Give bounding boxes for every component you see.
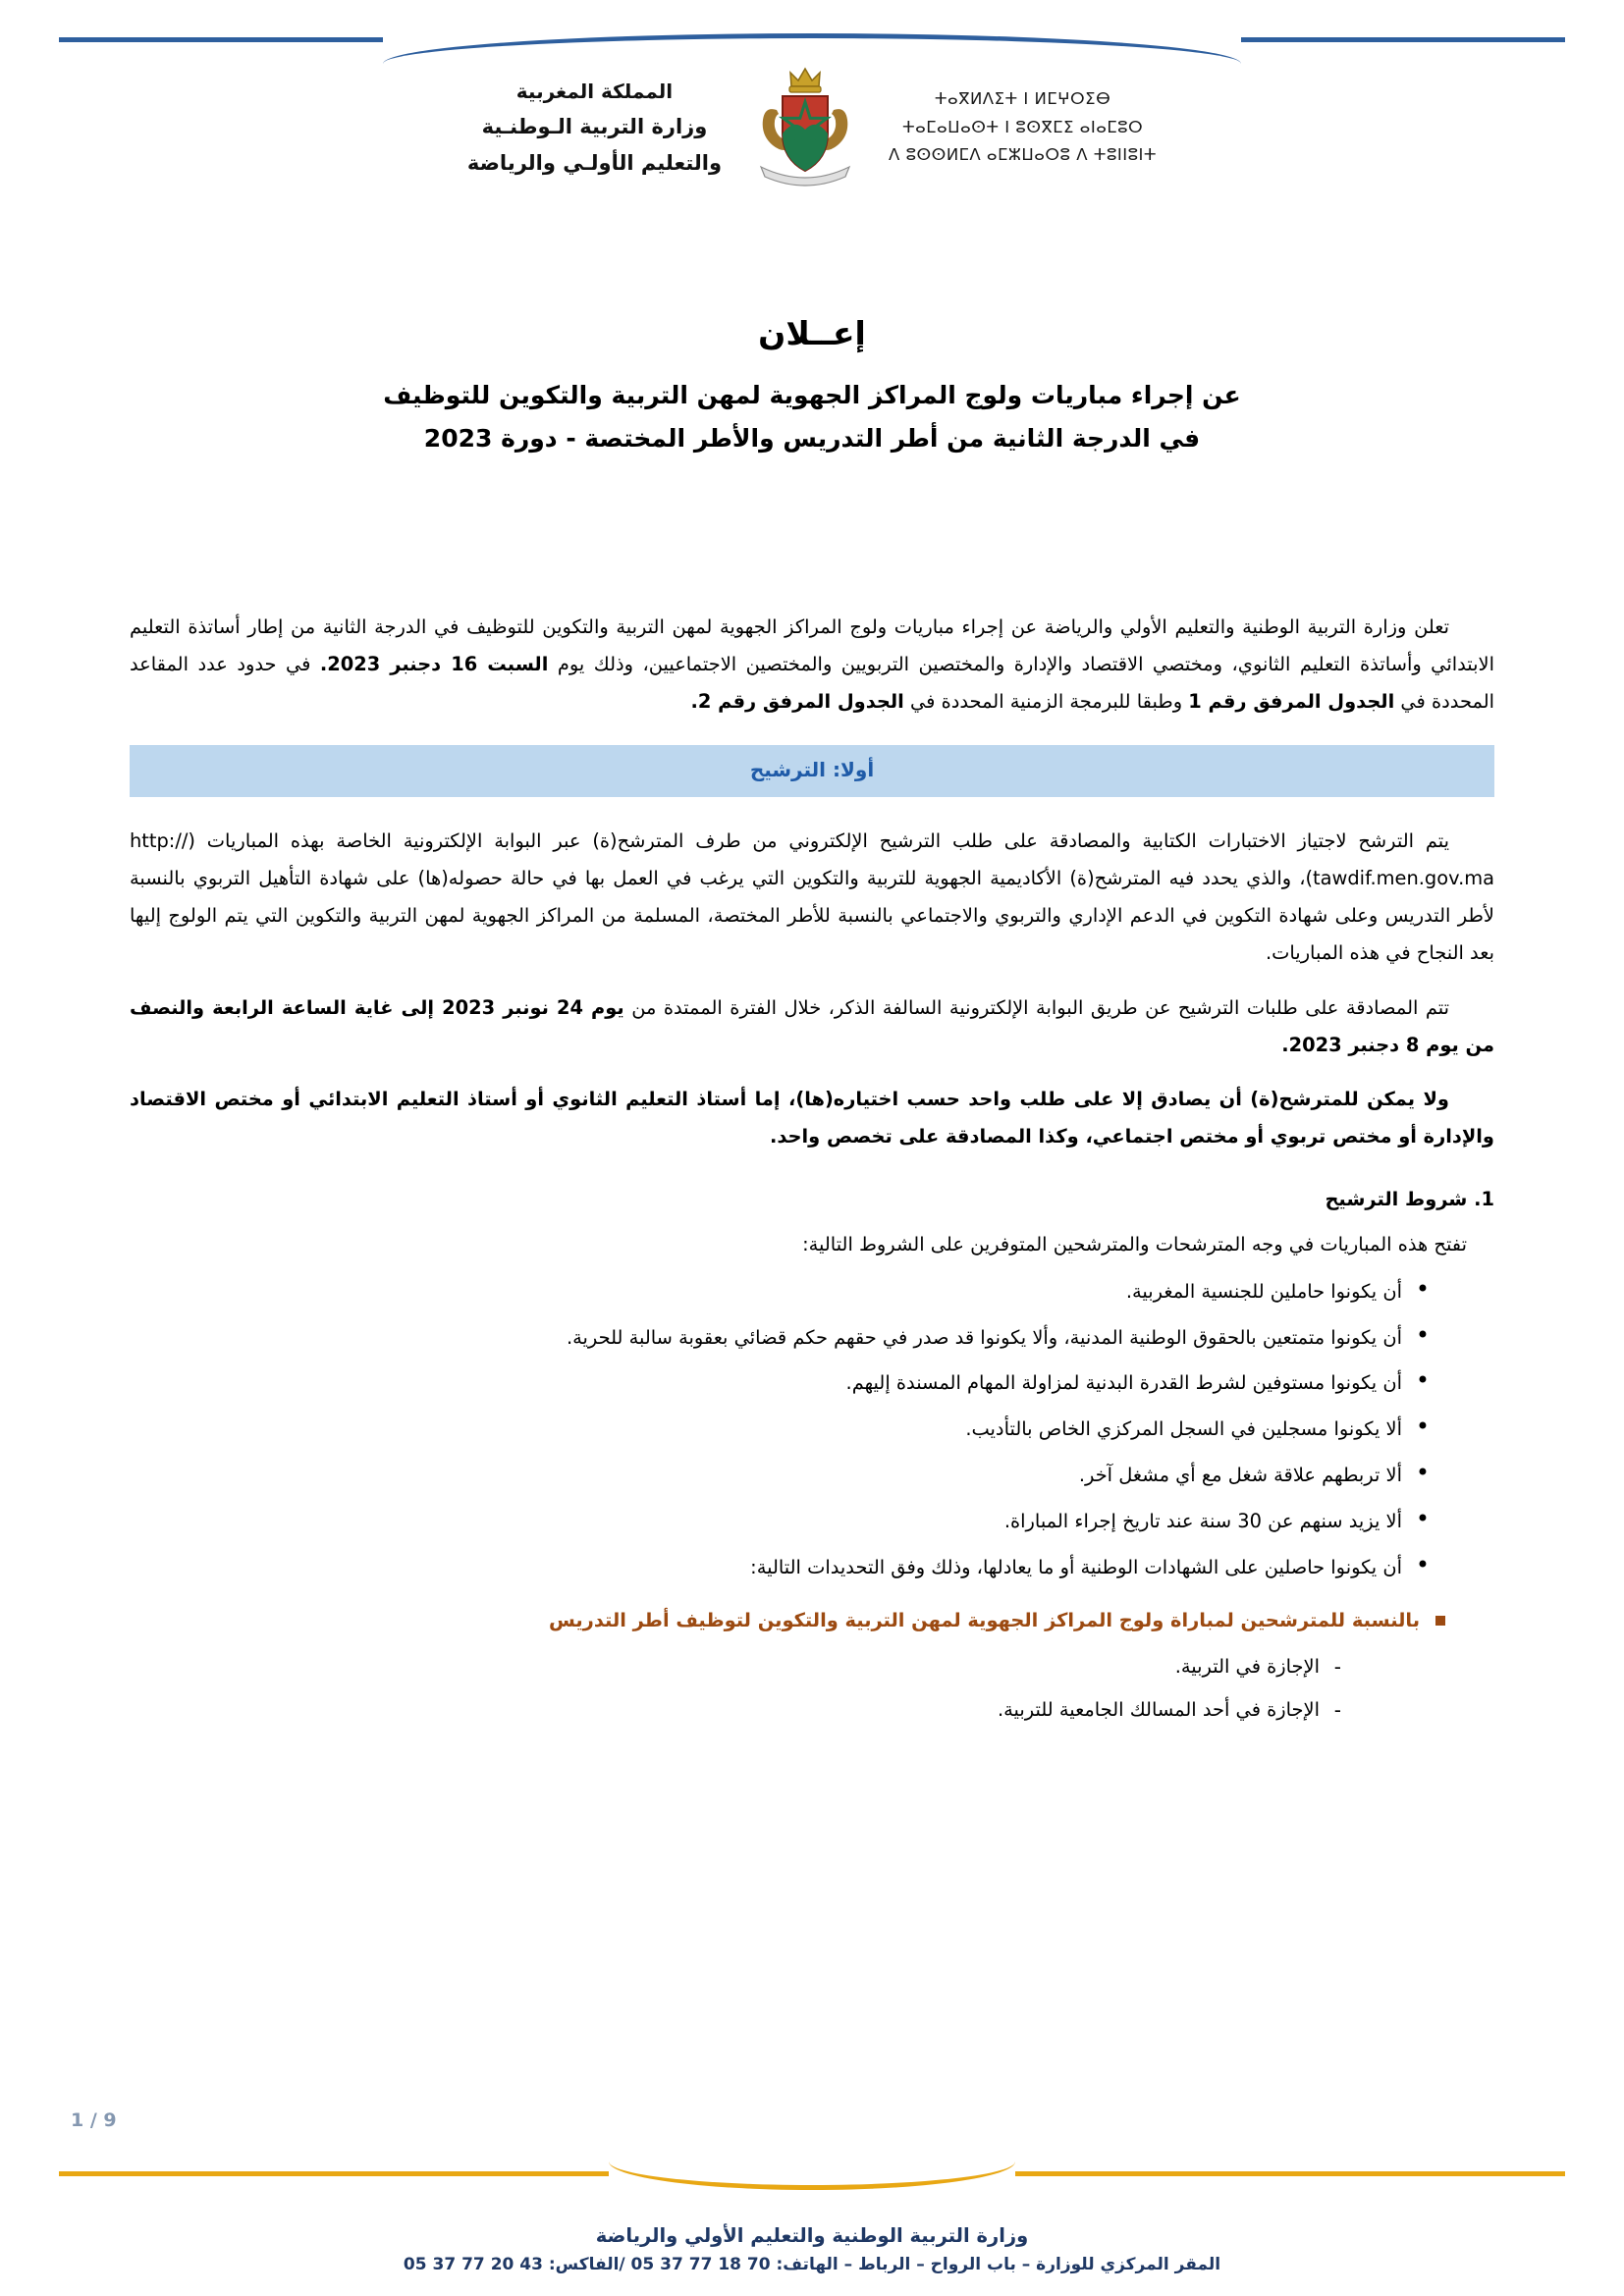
- masthead-tifinagh: [889, 85, 1157, 171]
- list-item: - الإجازة في أحد المسالك الجامعية للتربية.: [130, 1691, 1347, 1729]
- intro-text-2: في حدود عدد المقاعد المحددة في: [130, 652, 1494, 713]
- masthead-arabic-line-3: والتعليم الأولـي والرياضة: [466, 150, 723, 175]
- conditions-heading: 1. شروط الترشيح: [1325, 1188, 1494, 1211]
- list-item: • أن يكونوا مستوفين لشرط القدرة البدنية لمزاولة المهام المسندة إليهم.: [130, 1364, 1432, 1402]
- intro-paragraph: [130, 609, 1494, 720]
- masthead-arabic: [467, 75, 722, 182]
- list-item: • أن يكونوا حاملين للجنسية المغربية.: [130, 1273, 1432, 1310]
- masthead-arabic-line-2: وزارة التربية الـوطنـية: [481, 114, 708, 138]
- intro-bold-date: السبت 16 دجنبر 2023.: [319, 652, 549, 675]
- footer-ministry-name: وزارة التربية الوطنية والتعليم الأولي والرياضة: [595, 2224, 1029, 2247]
- masthead-tifinagh-line-3: ⴷ ⵓⵙⵙⵍⵎⴷ ⴰⵎⵣⵡⴰⵔⵓ ⴷ ⵜⵓⵏⵏⵓⵏⵜ: [889, 145, 1158, 165]
- diploma-list: [130, 1648, 1347, 1729]
- intro-bold-table-2: الجدول المرفق رقم 2.: [690, 689, 904, 713]
- footer-rule-curve: [609, 2162, 1015, 2190]
- paragraph-validation: [130, 989, 1494, 1064]
- subsection-teaching-staff: بالنسبة للمترشحين لمباراة ولوج المراكز الجهوية لمهن التربية والتكوين لتوظيف أطر التدريس: [130, 1602, 1449, 1639]
- document-body: [130, 609, 1494, 1735]
- conditions-lead: تفتح هذه المباريات في وجه المترشحات والمترشحين المتوفرين على الشروط التالية:: [802, 1232, 1467, 1255]
- intro-bold-table-1: الجدول المرفق رقم 1: [1188, 689, 1395, 713]
- masthead-tifinagh-line-1: ⵜⴰⴳⵍⴷⵉⵜ ⵏ ⵍⵎⵖⵔⵉⴱ: [934, 88, 1111, 108]
- morocco-coat-of-arms-icon: [747, 65, 863, 190]
- masthead-arabic-line-1: المملكة المغربية: [515, 79, 674, 103]
- page-footer: [0, 2224, 1624, 2274]
- paragraph-single-application: ولا يمكن للمترشح(ة) أن يصادق إلا على طلب واحد حسب اختياره(ها)، إما أستاذ التعليم الثانوي أو أستاذ التعليم الابتدائي أو مختص الاقتصاد والإدارة أو مختص تربوي أو مختص اجتماعي، وكذا المصادقة على تخصص واحد.: [130, 1088, 1494, 1148]
- masthead-tifinagh-line-2: ⵜⴰⵎⴰⵡⴰⵙⵜ ⵏ ⵓⵙⴳⵎⵉ ⴰⵏⴰⵎⵓⵔ: [901, 117, 1144, 136]
- section-heading-candidacy: أولا: الترشيح: [130, 745, 1494, 797]
- masthead: [0, 54, 1624, 201]
- footer-decorative-rule: [59, 2170, 1565, 2180]
- title-block: [137, 314, 1487, 460]
- footer-rule-left: [59, 2171, 609, 2176]
- header-decorative-rule: [59, 37, 1565, 45]
- header-rule-left: [59, 37, 383, 42]
- paragraph-registration: [130, 823, 1494, 971]
- paragraph-registration-text-2: )، والذي يحدد فيه المترشح(ة) الأكاديمية الجهوية للتربية والتكوين التي يرغب في العمل بها في حالة حصوله(ها) على شهادة التأهيل التربوي بالنسبة لأطر التدريس وعلى شهادة التكوين في الدعم الإداري والتربوي والاجتماعي بالنسبة للأطر المختصة، المسلمة من المراكز الجهوية لمهن التربية والتكوين التي يتم الولوج إليها بعد النجاح في هذه المباريات.: [130, 867, 1494, 964]
- page-number: 1 / 9: [71, 2109, 117, 2131]
- page-subtitle-line-2: في الدرجة الثانية من أطر التدريس والأطر المختصة - دورة 2023: [423, 423, 1201, 453]
- page-subtitle: [137, 374, 1487, 460]
- conditions-list: [130, 1273, 1432, 1586]
- list-item: • أن يكونوا متمتعين بالحقوق الوطنية المدنية، وألا يكونوا قد صدر في حقهم حكم قضائي بعقوبة سالبة للحرية.: [130, 1319, 1432, 1357]
- validation-period: يوم 24 نونبر 2023 إلى غاية الساعة الرابعة والنصف من يوم 8 دجنبر 2023.: [130, 995, 1494, 1056]
- footer-rule-right: [1015, 2171, 1565, 2176]
- page-subtitle-line-1: عن إجراء مباريات ولوج المراكز الجهوية لمهن التربية والتكوين للتوظيف: [383, 381, 1241, 409]
- header-rule-right: [1241, 37, 1565, 42]
- intro-text-3: وطبقا للبرمجة الزمنية المحددة في: [903, 689, 1189, 713]
- paragraph-registration-text-1: يتم الترشح لاجتياز الاختبارات الكتابية والمصادقة على طلب الترشيح الإلكتروني من طرف المترشح(ة) عبر البوابة الإلكترونية الخاصة بهذه المباريات (: [188, 829, 1449, 853]
- list-item: • ألا تربطهم علاقة شغل مع أي مشغل آخر.: [130, 1457, 1432, 1494]
- footer-contact-info: المقر المركزي للوزارة – باب الرواح – الرباط – الهاتف: 70 18 77 37 05 /الفاكس: 43 20 77 37 05: [403, 2255, 1221, 2274]
- list-item: • ألا يكونوا مسجلين في السجل المركزي الخاص بالتأديب.: [130, 1411, 1432, 1448]
- list-item: • ألا يزيد سنهم عن 30 سنة عند تاريخ إجراء المباراة.: [130, 1503, 1432, 1540]
- paragraph-validation-text: تتم المصادقة على طلبات الترشيح عن طريق البوابة الإلكترونية السالفة الذكر، خلال الفترة الممتدة من: [623, 995, 1450, 1019]
- list-item: - الإجازة في التربية.: [130, 1648, 1347, 1685]
- portal-url: http:// tawdif.men.gov.ma: [130, 829, 1494, 890]
- page-title: إعــلان: [758, 314, 866, 352]
- list-item: • أن يكونوا حاصلين على الشهادات الوطنية أو ما يعادلها، وذلك وفق التحديدات التالية:: [130, 1549, 1432, 1586]
- intro-text-1: تعلن وزارة التربية الوطنية والتعليم الأولي والرياضة عن إجراء مباريات ولوج المراكز الجهوية لمهن التربية والتكوين للتوظيف في الدرجة الثانية من إطار أساتذة التعليم الابتدائي وأساتذة التعليم الثانوي، ومختصي الاقتصاد والإدارة والمختصين التربويين والمختصين الاجتماعيين، وذلك يوم: [130, 615, 1494, 675]
